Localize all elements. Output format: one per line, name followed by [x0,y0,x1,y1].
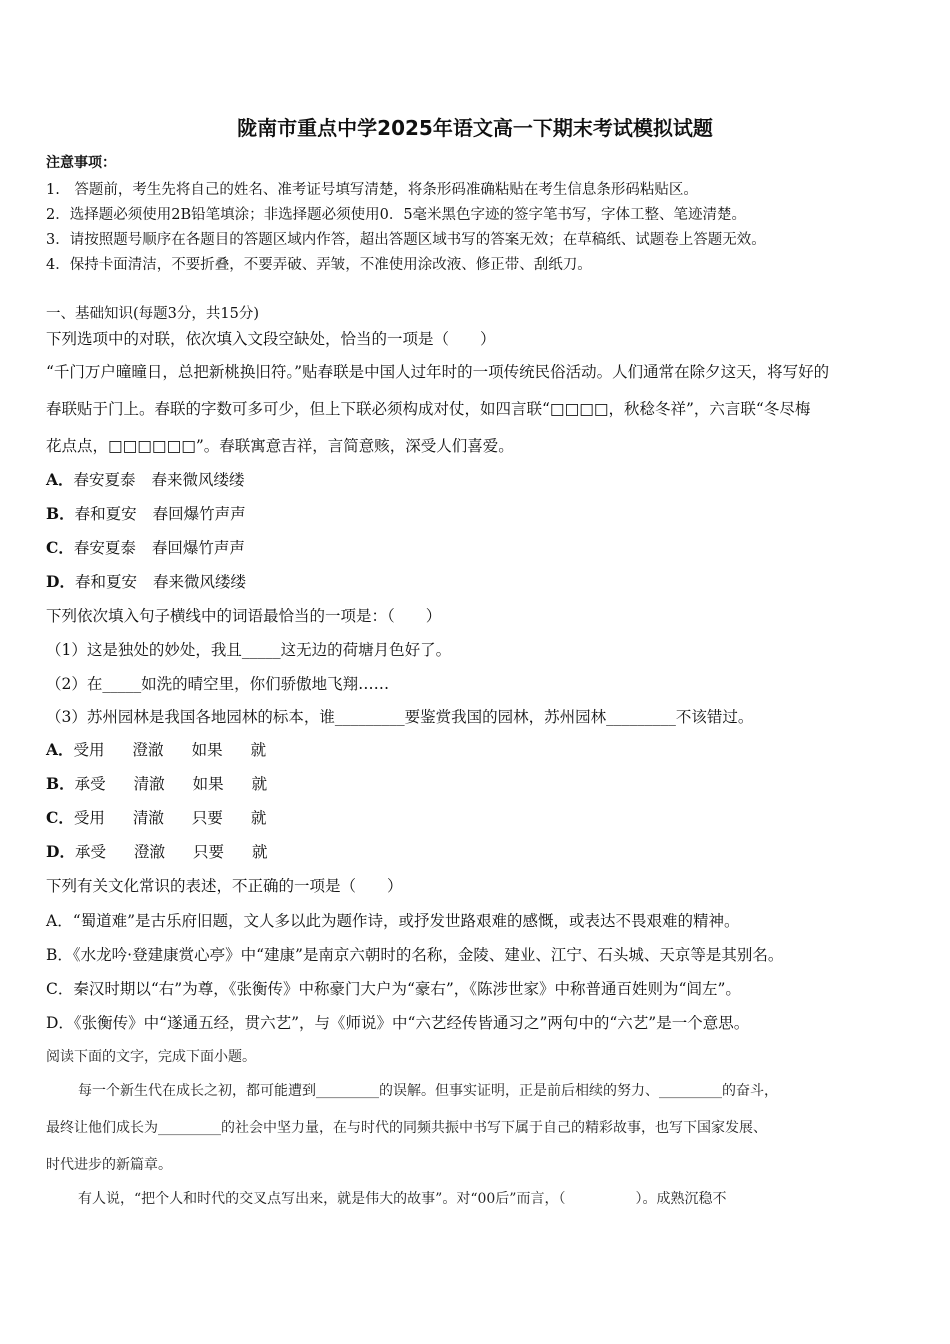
option-b [46,772,267,794]
option-letter: D． [46,842,75,861]
reading-intro: 阅读下面的文字，完成下面小题。 [46,1049,256,1065]
option-line: A．“蜀道难”是古乐府旧题，文人多以此为题作诗，或抒发世路艰难的感慨，或表达不畏艰难的精神。 [46,912,740,930]
section-heading: 一、基础知识(每题3分，共15分) [46,306,259,322]
option-letter: C． [46,538,74,557]
option-line: C．秦汉时期以“右”为尊，《张衡传》中称豪门大户为“豪右”，《陈涉世家》中称普通百姓则为“闾左”。 [46,980,741,998]
option-c [46,806,266,828]
page-title: 陇南市重点中学2025年语文高一下期末考试模拟试题 [237,116,713,140]
option-word: 就 [250,741,267,759]
sentence-line: （3）苏州园林是我国各地园林的标本，谁_________要鉴赏我国的园林，苏州园林_________不该错过。 [46,708,754,726]
question-stem: 下列有关文化常识的表述，不正确的一项是（ ） [46,877,403,895]
option-word: 受用 [73,809,105,827]
option-word: 承受 [74,843,106,861]
reading-line: 有人说，“把个人和时代的交叉点写出来，就是伟大的故事”。对“00后”而言，（ ）。成熟沉稳不 [78,1191,727,1207]
reading-line: 最终让他们成长为_________的社会中坚力量，在与时代的同频共振中书写下属于自己的精彩故事，也写下国家发展、 [46,1120,767,1136]
option-text: 春和夏安 [74,573,137,591]
sentence-line: （2）在_____如洗的晴空里，你们骄傲地飞翔…… [46,675,390,693]
option-word: 如果 [192,775,224,793]
notice-item: 2．选择题必须使用2B铅笔填涂；非选择题必须使用0．5毫米黑色字迹的签字笔书写，字体工整、笔迹清楚。 [46,207,747,223]
sentence-line: （1）这是独处的妙处，我且_____这无边的荷塘月色好了。 [46,641,452,659]
option-word: 只要 [192,843,224,861]
option-word: 承受 [74,775,106,793]
option-line: D．《张衡传》中“遂通五经，贯六艺”，与《师说》中“六艺经传皆通习之”两句中的“六艺”是一个意思。 [46,1014,750,1032]
option-text: 春安夏泰 [73,471,136,489]
option-word: 只要 [191,809,223,827]
option-d [46,570,246,592]
option-text: 春安夏泰 [73,539,136,557]
option-letter: A． [46,740,74,759]
option-text: 春回爆竹声声 [152,505,246,523]
option-word: 清澈 [133,775,165,793]
reading-line: 时代进步的新篇章。 [46,1157,172,1173]
option-word: 澄澈 [132,741,164,759]
option-text: 春和夏安 [74,505,137,523]
option-word: 就 [251,775,268,793]
question-stem: 下列依次填入句子横线中的词语最恰当的一项是：（ ） [46,607,442,625]
passage-line: 春联贴于门上。春联的字数可多可少，但上下联必须构成对仗，如四言联“□□□□，秋稔冬祥”，六言联“冬尽梅 [46,400,811,418]
option-text: 春回爆竹声声 [151,539,245,557]
notice-heading: 注意事项： [46,155,116,171]
option-word: 如果 [191,741,223,759]
option-text: 春来微风缕缕 [151,471,245,489]
option-letter: C． [46,808,74,827]
option-letter: B． [46,774,75,793]
option-letter: A． [46,470,74,489]
option-word: 澄澈 [133,843,165,861]
option-a [46,738,266,760]
passage-line: 花点点，□□□□□□”。春联寓意吉祥，言简意赅，深受人们喜爱。 [46,437,514,455]
reading-line: 每一个新生代在成长之初，都可能遭到_________的误解。但事实证明，正是前后相续的努力、_________的奋斗， [78,1083,778,1099]
notice-item: 4．保持卡面清洁，不要折叠，不要弄破、弄皱，不准使用涂改液、修正带、刮纸刀。 [46,257,592,273]
notice-item: 3．请按照题号顺序在各题目的答题区域内作答，超出答题区域书写的答案无效；在草稿纸、试题卷上答题无效。 [46,232,766,248]
question-stem: 下列选项中的对联，依次填入文段空缺处，恰当的一项是（ ） [46,330,496,348]
option-d [46,840,268,862]
option-c [46,536,245,558]
option-word: 就 [252,843,268,861]
option-word: 受用 [73,741,105,759]
option-text: 春来微风缕缕 [152,573,246,591]
option-a [46,468,245,490]
option-word: 就 [250,809,267,827]
option-letter: B． [46,504,75,523]
option-letter: D． [46,572,75,591]
notice-item: 1. 答题前，考生先将自己的姓名、准考证号填写清楚，将条形码准确粘贴在考生信息条形码粘贴区。 [46,182,698,198]
option-word: 清澈 [132,809,164,827]
option-line: B．《水龙吟·登建康赏心亭》中“建康”是南京六朝时的名称，金陵、建业、江宁、石头城、天京等是其别名。 [46,946,784,964]
passage-line: “千门万户曈曈日，总把新桃换旧符。”贴春联是中国人过年时的一项传统民俗活动。人们通常在除夕这天，将写好的 [46,363,830,381]
option-b [46,502,246,524]
